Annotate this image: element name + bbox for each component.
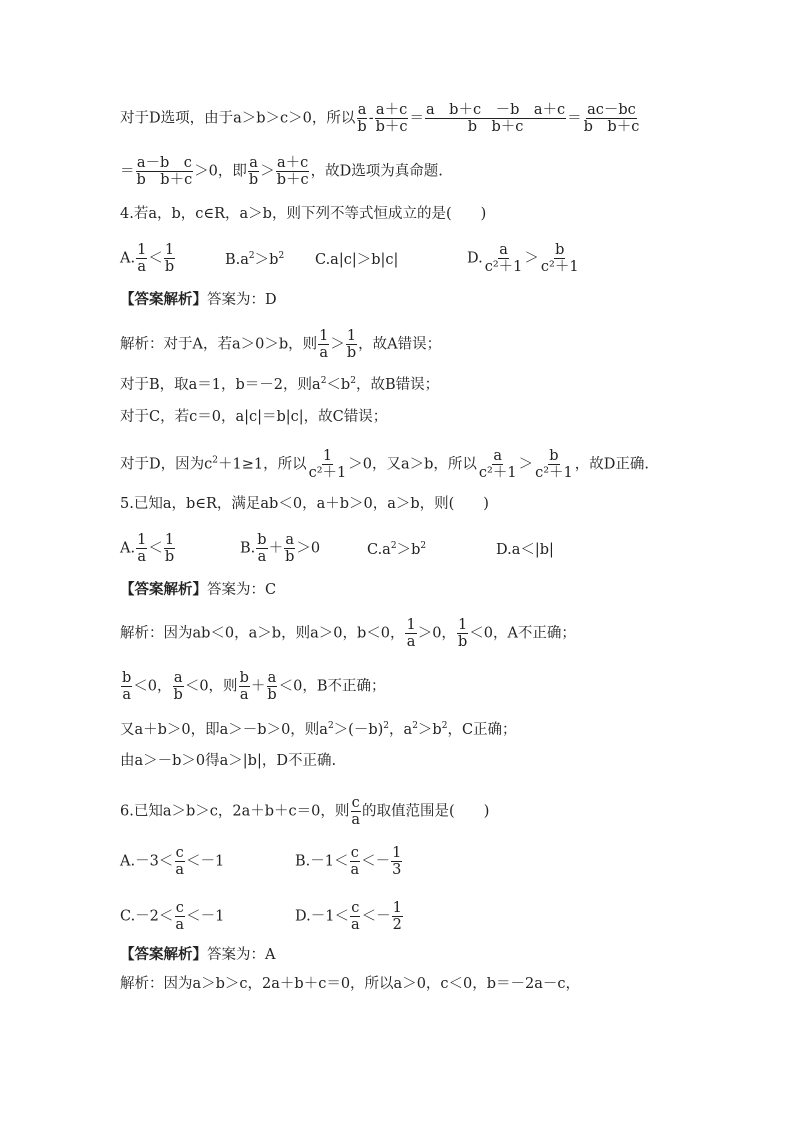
fraction xyxy=(484,242,524,275)
numerator: a＋c xyxy=(375,102,408,118)
numerator: a xyxy=(499,242,508,258)
numerator: ac－bc xyxy=(587,102,636,118)
fraction xyxy=(318,328,329,361)
text: ＜－ xyxy=(361,853,391,870)
q5-answer xyxy=(120,580,276,600)
numerator: a－b c xyxy=(136,155,192,171)
numerator: b xyxy=(549,448,559,464)
denominator: b xyxy=(457,634,468,650)
fraction xyxy=(276,155,310,188)
numerator: 1 xyxy=(164,242,175,258)
fraction xyxy=(375,102,409,135)
denominator: b xyxy=(173,687,183,703)
text: B.－1＜ xyxy=(295,853,349,870)
denominator: a xyxy=(175,862,184,878)
text: 5.已知a，b∈R，满足ab＜0，a＋b＞0，a＞b，则( ) xyxy=(120,496,489,512)
denominator: a xyxy=(137,259,147,275)
fraction xyxy=(174,900,185,933)
text: ，故A错误； xyxy=(358,336,442,353)
denominator: c²＋1 xyxy=(308,465,347,481)
text: 答案为：C xyxy=(207,582,277,598)
text: ＞b xyxy=(254,252,279,268)
text: 对于B，取a＝1，b＝－2，则a xyxy=(120,377,321,393)
q3d-line2 xyxy=(120,155,443,188)
denominator: b xyxy=(248,172,259,188)
denominator: a xyxy=(350,917,360,933)
text: ＝ xyxy=(409,110,425,127)
fraction xyxy=(425,102,566,135)
text: ＞0，即 xyxy=(194,163,247,180)
superscript: 2 xyxy=(350,376,356,387)
text: 对于C，若c＝0，a|c|＝b|c|，故C错误； xyxy=(120,409,388,425)
q5-option-a xyxy=(120,532,176,565)
denominator: a xyxy=(319,345,329,361)
fraction xyxy=(248,155,259,188)
superscript: 2 xyxy=(441,721,448,732)
numerator: 1 xyxy=(346,328,357,344)
q4-analysis-2 xyxy=(120,375,439,395)
numerator: b xyxy=(555,242,565,258)
text: ＞b xyxy=(396,542,421,558)
text: C.－2＜ xyxy=(120,908,174,925)
superscript: 2 xyxy=(248,251,255,262)
denominator: b xyxy=(285,549,295,565)
q4-option-a xyxy=(120,242,176,275)
superscript: 2 xyxy=(420,541,427,552)
fraction xyxy=(391,845,402,878)
text: 由a＞－b＞0得a＞|b|，D不正确. xyxy=(120,753,337,769)
numerator: a b＋c －b a＋c xyxy=(426,102,566,118)
text: ＜0，A不正确； xyxy=(469,625,576,642)
denominator: a xyxy=(257,549,267,565)
denominator: c²＋1 xyxy=(484,259,523,275)
text: ＜ xyxy=(148,540,163,557)
q5-analysis-2 xyxy=(120,670,386,703)
denominator: c²＋1 xyxy=(535,465,573,481)
text: - xyxy=(368,110,374,127)
text: ＞0 xyxy=(296,540,321,557)
denominator: b xyxy=(164,549,175,565)
q6-option-a xyxy=(120,845,224,878)
fraction xyxy=(308,448,348,481)
numerator: b xyxy=(122,670,132,686)
numerator: 1 xyxy=(137,242,147,258)
fraction xyxy=(136,242,147,275)
text: D. xyxy=(467,250,483,267)
denominator: c²＋1 xyxy=(478,465,517,481)
fraction xyxy=(136,155,194,188)
text: ＝ xyxy=(567,110,582,127)
text: ＜0，B不正确； xyxy=(278,678,386,695)
q5-stem xyxy=(120,494,489,514)
superscript: 2 xyxy=(320,376,327,387)
text: ＞ xyxy=(524,250,539,267)
text: 对于D，因为c xyxy=(120,456,213,473)
denominator: 2 xyxy=(392,917,402,933)
fraction xyxy=(392,900,403,933)
numerator: a＋c xyxy=(277,155,309,171)
fraction xyxy=(478,448,518,481)
fraction xyxy=(173,670,184,703)
text: 又a＋b＞0，即a＞－b＞0，则a xyxy=(120,722,328,738)
denominator: a xyxy=(137,549,147,565)
text: ，C正确； xyxy=(447,722,517,738)
q6-option-b xyxy=(295,845,403,878)
text: B. xyxy=(240,540,256,557)
q4-option-c xyxy=(315,250,398,270)
q4-stem xyxy=(120,204,486,224)
text: ＞ xyxy=(260,163,275,180)
q4-analysis-1 xyxy=(120,328,441,361)
fraction xyxy=(121,670,132,703)
fraction xyxy=(346,328,357,361)
q4-analysis-4 xyxy=(120,448,649,481)
text: C.a xyxy=(367,542,391,558)
q3d-line1 xyxy=(120,102,641,135)
text: ，故D正确. xyxy=(574,456,649,473)
fraction xyxy=(350,795,361,828)
q5-option-d xyxy=(496,540,554,560)
text: 6.已知a＞b＞c，2a＋b＋c＝0，则 xyxy=(120,803,350,820)
fraction xyxy=(356,102,367,135)
denominator: b＋c xyxy=(276,172,309,188)
superscript: 2 xyxy=(390,541,397,552)
denominator: b＋c xyxy=(375,119,408,135)
q6-option-d xyxy=(295,900,404,933)
text: ＋1≥1，所以 xyxy=(217,456,307,473)
answer-label: 【答案解析】 xyxy=(120,581,207,598)
numerator: a xyxy=(249,155,258,171)
text: 对于D选项，由于a＞b＞c＞0，所以 xyxy=(120,110,356,127)
denominator: b b＋c xyxy=(136,172,193,188)
text: 解析：对于A，若a＞0＞b，则 xyxy=(120,336,318,353)
text: ＞(－b) xyxy=(333,722,384,738)
fraction xyxy=(350,900,361,933)
numerator: c xyxy=(175,845,184,861)
text: A. xyxy=(120,540,136,557)
q6-stem xyxy=(120,795,489,828)
numerator: 1 xyxy=(392,900,402,916)
text: B.a xyxy=(225,252,249,268)
text: ，a xyxy=(389,722,413,738)
text: ＞0，又a＞b，所以 xyxy=(348,456,477,473)
text: D.a＜|b| xyxy=(496,542,554,558)
text: D.－1＜ xyxy=(295,908,349,925)
q5-option-c xyxy=(367,540,426,560)
numerator: b xyxy=(239,670,249,686)
superscript: 2 xyxy=(278,251,285,262)
text: ＞ xyxy=(518,456,534,473)
q4-option-d xyxy=(467,242,581,275)
denominator: 3 xyxy=(392,862,402,878)
numerator: a xyxy=(357,102,367,118)
fraction xyxy=(266,670,277,703)
denominator: b xyxy=(267,687,277,703)
fraction xyxy=(457,617,468,650)
superscript: 2 xyxy=(412,721,418,732)
numerator: b xyxy=(257,532,267,548)
fraction xyxy=(405,617,416,650)
q5-option-b xyxy=(240,532,320,565)
denominator: b b＋c xyxy=(583,119,640,135)
text: ＜0， xyxy=(133,678,172,695)
fraction xyxy=(256,532,267,565)
text: 解析：因为ab＜0，a＞b，则a＞0，b＜0， xyxy=(120,625,405,642)
text: ＜ xyxy=(148,250,163,267)
text: ＝ xyxy=(120,163,135,180)
superscript: 2 xyxy=(383,721,390,732)
fraction xyxy=(239,670,250,703)
text: ＜0，则 xyxy=(184,678,238,695)
q6-analysis-1 xyxy=(120,974,580,994)
numerator: 1 xyxy=(322,448,333,464)
q5-analysis-4 xyxy=(120,751,336,771)
numerator: c xyxy=(350,845,359,861)
numerator: a xyxy=(493,448,503,464)
text: ＋ xyxy=(250,678,266,695)
denominator: c²＋1 xyxy=(540,259,579,275)
text: ＞ xyxy=(330,336,345,353)
text: 答案为：A xyxy=(207,947,276,963)
denominator: a xyxy=(406,634,416,650)
answer-label: 【答案解析】 xyxy=(120,291,207,308)
denominator: a xyxy=(122,687,131,703)
numerator: 1 xyxy=(137,532,147,548)
text: ＜－1 xyxy=(185,853,225,870)
numerator: a xyxy=(285,532,295,548)
fraction xyxy=(284,532,295,565)
fraction xyxy=(534,448,574,481)
numerator: 1 xyxy=(392,845,402,861)
text: A.－3＜ xyxy=(120,853,174,870)
text: ，故B错误； xyxy=(355,377,440,393)
denominator: b xyxy=(346,345,357,361)
text: ＞0， xyxy=(417,625,456,642)
numerator: c xyxy=(175,900,184,916)
fraction xyxy=(174,845,185,878)
numerator: 1 xyxy=(164,532,175,548)
denominator: a xyxy=(239,687,249,703)
q5-analysis-3 xyxy=(120,720,517,740)
text: 4.若a，b，c∈R，a＞b，则下列不等式恒成立的是( ) xyxy=(120,206,487,222)
q4-option-b xyxy=(225,250,284,270)
numerator: 1 xyxy=(319,328,329,344)
denominator: b xyxy=(357,119,367,135)
text: 的取值范围是( ) xyxy=(362,803,490,820)
q4-answer xyxy=(120,290,277,310)
numerator: c xyxy=(351,900,360,916)
q6-option-c xyxy=(120,900,224,933)
q6-answer xyxy=(120,945,275,965)
numerator: c xyxy=(351,795,360,811)
text: ，故D选项为真命题. xyxy=(310,163,443,180)
text: 答案为：D xyxy=(207,292,277,308)
fraction xyxy=(350,845,361,878)
q5-analysis-1 xyxy=(120,617,576,650)
text: C.a|c|＞b|c| xyxy=(315,252,399,268)
denominator: a xyxy=(350,862,360,878)
numerator: a xyxy=(173,670,183,686)
text: ＞b xyxy=(417,722,442,738)
fraction xyxy=(540,242,580,275)
answer-label: 【答案解析】 xyxy=(120,946,207,963)
superscript: 2 xyxy=(327,721,334,732)
denominator: b b＋c xyxy=(467,119,524,135)
numerator: a xyxy=(267,670,277,686)
fraction xyxy=(164,242,175,275)
text: ＋ xyxy=(268,540,284,557)
text: 解析：因为a＞b＞c，2a＋b＋c＝0，所以a＞0，c＜0，b＝－2a－c， xyxy=(120,976,581,992)
denominator: a xyxy=(351,812,361,828)
denominator: b xyxy=(164,259,175,275)
numerator: 1 xyxy=(457,617,468,633)
text: ＜－ xyxy=(361,908,391,925)
denominator: a xyxy=(175,917,185,933)
q4-analysis-3 xyxy=(120,407,387,427)
fraction xyxy=(136,532,147,565)
text: A. xyxy=(120,250,136,267)
text: ＜b xyxy=(326,377,351,393)
fraction xyxy=(164,532,175,565)
text: ＜－1 xyxy=(186,908,225,925)
superscript: 2 xyxy=(212,455,218,466)
numerator: 1 xyxy=(406,617,416,633)
fraction xyxy=(583,102,641,135)
